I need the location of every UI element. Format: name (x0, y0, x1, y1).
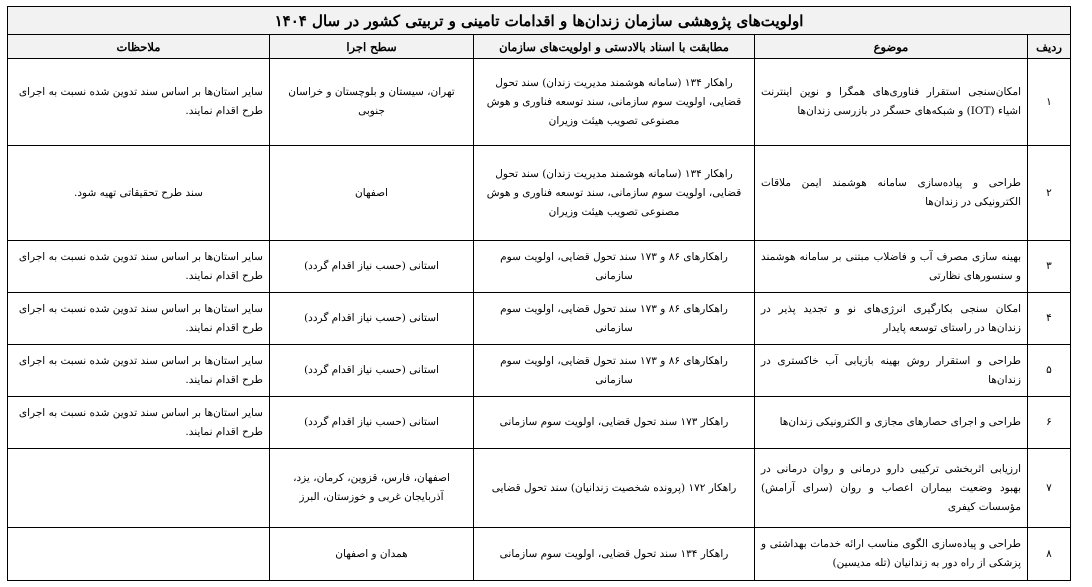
alignment-cell: راهکار ۱۷۳ سند تحول قضایی، اولویت سوم سازمانی (474, 397, 755, 449)
row-number: ۴ (1028, 293, 1071, 345)
alignment-cell: راهکار ۱۳۴ (سامانه هوشمند مدیریت زندان) سند تحول قضایی، اولویت سوم سازمانی، سند توسعه فناوری و هوش مصنوعی تصویب هیئت وزیران (474, 146, 755, 241)
notes-cell (8, 528, 270, 581)
priorities-table (7, 6, 1071, 581)
table-row (8, 397, 1071, 449)
table-row (8, 528, 1071, 581)
level-cell: استانی (حسب نیاز اقدام گردد) (270, 293, 474, 345)
row-number: ۱ (1028, 59, 1071, 146)
header-row (8, 35, 1071, 59)
level-cell: تهران، سیستان و بلوچستان و خراسان جنوبی (270, 59, 474, 146)
header-row-number: ردیف (1028, 35, 1071, 59)
topic-cell: بهینه سازی مصرف آب و فاضلاب مبتنی بر سامانه هوشمند و سنسورهای نظارتی (755, 241, 1028, 293)
header-level: سطح اجرا (270, 35, 474, 59)
row-number: ۷ (1028, 449, 1071, 528)
header-alignment: مطابقت با اسناد بالادستی و اولویت‌های سازمان (474, 35, 755, 59)
alignment-cell: راهکارهای ۸۶ و ۱۷۳ سند تحول قضایی، اولویت سوم سازمانی (474, 345, 755, 397)
alignment-cell: راهکارهای ۸۶ و ۱۷۳ سند تحول قضایی، اولویت سوم سازمانی (474, 241, 755, 293)
header-topic: موضوع (755, 35, 1028, 59)
priorities-document (7, 6, 1070, 581)
level-cell: اصفهان (270, 146, 474, 241)
topic-cell: طراحی و پیاده‌سازی سامانه هوشمند ایمن ملاقات الکترونیکی در زندان‌ها (755, 146, 1028, 241)
topic-cell: امکان سنجی بکارگیری انرژی‌های نو و تجدید پذیر در زندان‌ها در راستای توسعه پایدار (755, 293, 1028, 345)
notes-cell: سایر استان‌ها بر اساس سند تدوین شده نسبت به اجرای طرح اقدام نمایند. (8, 397, 270, 449)
row-number: ۵ (1028, 345, 1071, 397)
topic-cell: طراحی و استقرار روش بهینه بازیابی آب خاکستری در زندان‌ها (755, 345, 1028, 397)
topic-cell: طراحی و پیاده‌سازی الگوی مناسب ارائه خدمات بهداشتی و پزشکی از راه دور به زندانیان (تله مدیسین) (755, 528, 1028, 581)
alignment-cell: راهکار ۱۳۴ (سامانه هوشمند مدیریت زندان) سند تحول قضایی، اولویت سوم سازمانی، سند توسعه فناوری و هوش مصنوعی تصویب هیئت وزیران (474, 59, 755, 146)
table-row (8, 241, 1071, 293)
level-cell: اصفهان، فارس، قزوین، کرمان، یزد، آذربایجان غربی و خوزستان، البرز (270, 449, 474, 528)
title-row (8, 7, 1071, 35)
row-number: ۳ (1028, 241, 1071, 293)
notes-cell: سایر استان‌ها بر اساس سند تدوین شده نسبت به اجرای طرح اقدام نمایند. (8, 241, 270, 293)
alignment-cell: راهکار ۱۷۲ (پرونده شخصیت زندانیان) سند تحول قضایی (474, 449, 755, 528)
table-title: اولویت‌های پژوهشی سازمان زندان‌ها و اقدامات تامینی و تربیتی کشور در سال ۱۴۰۴ (8, 7, 1071, 35)
level-cell: استانی (حسب نیاز اقدام گردد) (270, 397, 474, 449)
header-notes: ملاحظات (8, 35, 270, 59)
notes-cell: سایر استان‌ها بر اساس سند تدوین شده نسبت به اجرای طرح اقدام نمایند. (8, 59, 270, 146)
topic-cell: ارزیابی اثربخشی ترکیبی دارو درمانی و روان درمانی در بهبود وضعیت بیماران اعصاب و روان (سرای آرامش) مؤسسات کیفری (755, 449, 1028, 528)
topic-cell: امکان‌سنجی استقرار فناوری‌های همگرا و نوین اینترنت اشیاء (IOT) و شبکه‌های حسگر در بازرسی زندان‌ها (755, 59, 1028, 146)
table-row (8, 59, 1071, 146)
row-number: ۲ (1028, 146, 1071, 241)
notes-cell: سند طرح تحقیقاتی تهیه شود. (8, 146, 270, 241)
notes-cell: سایر استان‌ها بر اساس سند تدوین شده نسبت به اجرای طرح اقدام نمایند. (8, 293, 270, 345)
topic-cell: طراحی و اجرای حصارهای مجازی و الکترونیکی زندان‌ها (755, 397, 1028, 449)
level-cell: استانی (حسب نیاز اقدام گردد) (270, 345, 474, 397)
table-row (8, 449, 1071, 528)
notes-cell (8, 449, 270, 528)
notes-cell: سایر استان‌ها بر اساس سند تدوین شده نسبت به اجرای طرح اقدام نمایند. (8, 345, 270, 397)
table-row (8, 345, 1071, 397)
level-cell: استانی (حسب نیاز اقدام گردد) (270, 241, 474, 293)
level-cell: همدان و اصفهان (270, 528, 474, 581)
table-row (8, 146, 1071, 241)
table-row (8, 293, 1071, 345)
row-number: ۸ (1028, 528, 1071, 581)
alignment-cell: راهکارهای ۸۶ و ۱۷۳ سند تحول قضایی، اولویت سوم سازمانی (474, 293, 755, 345)
row-number: ۶ (1028, 397, 1071, 449)
alignment-cell: راهکار ۱۳۴ سند تحول قضایی، اولویت سوم سازمانی (474, 528, 755, 581)
